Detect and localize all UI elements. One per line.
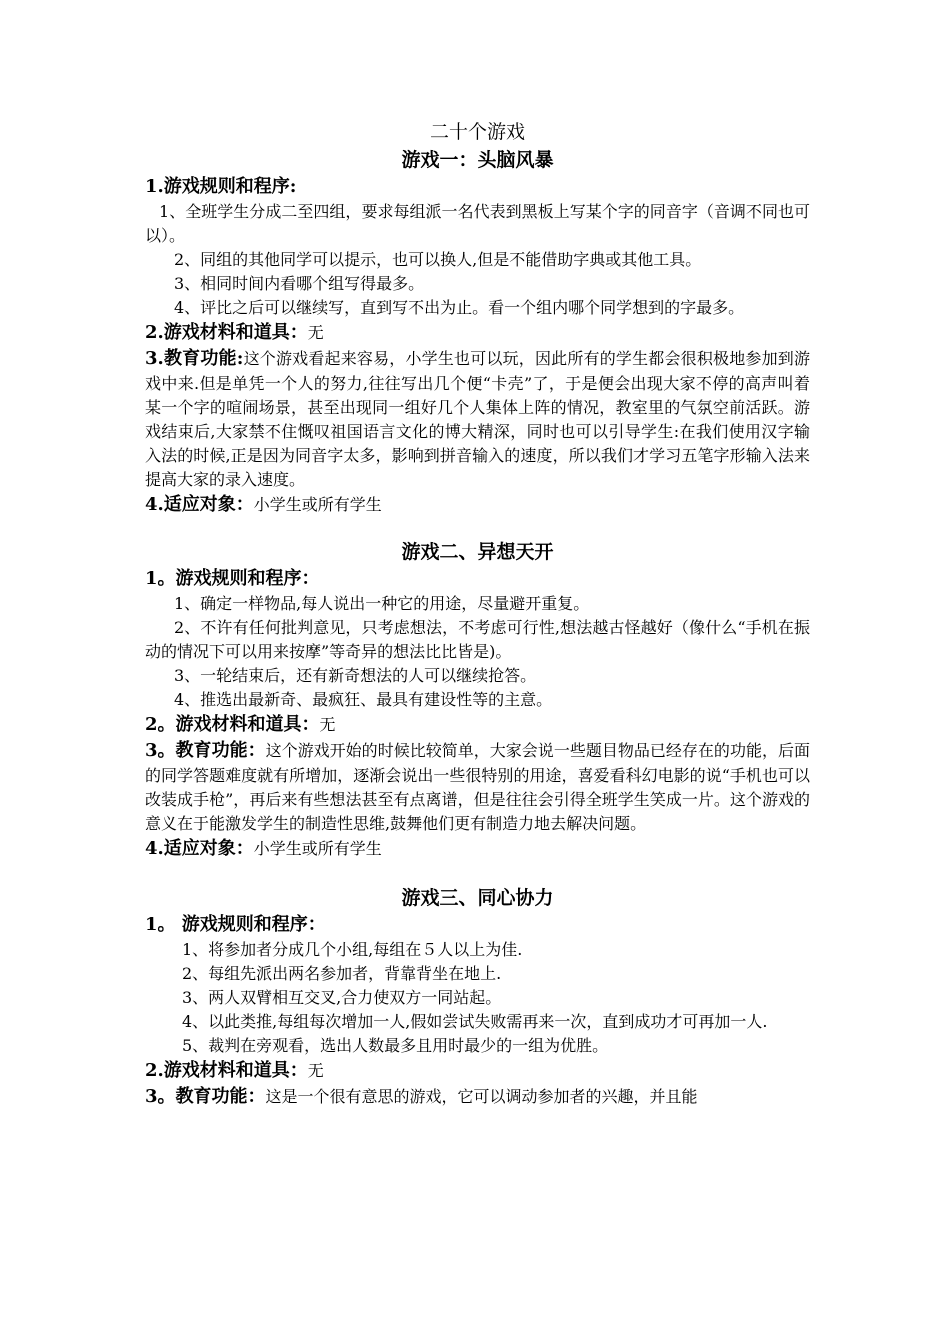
game-3-rules-heading: 1。 游戏规则和程序：	[145, 914, 326, 935]
game-3-rule-2: 2、每组先派出两名参加者，背靠背坐在地上.	[182, 964, 502, 983]
game-1-edu-text: 这个游戏看起来容易，小学生也可以玩，因此所有的学生都会很积极地参加到游戏中来.但是单凭一个人的努力,往往写出几个便“卡壳”了，于是便会出现大家不停的高声叫着某一个字的喧闹场景，甚至出现同一组好几个人集体上阵的情况，教室里的气氛空前活跃。游戏结束后,大家禁不住慨叹祖国语言文化的博大精深，同时也可以引导学生:在我们使用汉字输入法的时候,正是因为同音字太多，影响到拼音输入的速度，所以我们才学习五笔字形输入法来提高大家的录入速度。	[145, 349, 810, 489]
game-1-section	[145, 146, 810, 518]
game-1-rule-3: 3、相同时间内看哪个组写得最多。	[174, 274, 425, 293]
game-3-materials-heading: 2.游戏材料和道具：	[145, 1060, 308, 1081]
game-2-target-value: 小学生或所有学生	[253, 839, 382, 858]
game-2-rule-1: 1、确定一样物品,每人说出一种它的用途，尽量避开重复。	[174, 594, 590, 613]
game-3-title: 游戏三、同心协力	[401, 887, 554, 909]
game-2-title: 游戏二、异想天开	[401, 541, 554, 563]
game-2-materials-value: 无	[319, 715, 336, 734]
game-1-materials	[145, 320, 810, 346]
game-1-materials-value: 无	[307, 323, 324, 342]
spacer	[145, 862, 810, 884]
game-2-rules-heading: 1。游戏规则和程序：	[145, 568, 320, 589]
game-3-section	[145, 884, 810, 1110]
game-2-rule-2: 2、不许有任何批判意见，只考虑想法，不考虑可行性,想法越古怪越好（像什么“手机在振动的情况下可以用来按摩”等奇异的想法比比皆是)。	[145, 618, 810, 661]
game-3-rule-1: 1、将参加者分成几个小组,每组在５人以上为佳.	[182, 940, 523, 959]
game-1-rule-4: 4、评比之后可以继续写，直到写不出为止。看一个组内哪个同学想到的字最多。	[174, 298, 745, 317]
game-2-materials-heading: 2。游戏材料和道具：	[145, 714, 320, 735]
game-2-edu-text: 这个游戏开始的时候比较简单，大家会说一些题目物品已经存在的功能，后面的同学答题难度就有所增加，逐渐会说出一些很特别的用途，喜爱看科幻电影的说“手机也可以改装成手枪”，再后来有些想法甚至有点离谱，但是往往会引得全班学生笑成一片。这个游戏的意义在于能激发学生的制造性思维,鼓舞他们更有制造力地去解决问题。	[145, 741, 810, 833]
game-3-materials-value: 无	[307, 1061, 324, 1080]
game-1-rule-1: 1、全班学生分成二至四组，要求每组派一名代表到黑板上写某个字的同音字（音调不同也可以）。	[145, 202, 810, 245]
game-2-rule-3: 3、一轮结束后，还有新奇想法的人可以继续抢答。	[174, 666, 537, 685]
game-1-edu	[145, 346, 810, 492]
document-title: 二十个游戏	[429, 121, 525, 143]
game-3-edu-text: 这是一个很有意思的游戏，它可以调动参加者的兴趣，并且能	[265, 1087, 698, 1106]
game-1-materials-heading: 2.游戏材料和道具：	[145, 322, 308, 343]
game-2-target	[145, 836, 810, 862]
game-3-edu	[145, 1084, 810, 1110]
game-2-materials	[145, 712, 810, 738]
game-2-edu	[145, 738, 810, 836]
game-3-edu-heading: 3。教育功能：	[145, 1086, 266, 1107]
document-body	[145, 118, 810, 1110]
game-1-title: 游戏一：头脑风暴	[401, 149, 554, 171]
game-2-rule-4: 4、推选出最新奇、最疯狂、最具有建设性等的主意。	[174, 690, 553, 709]
game-3-materials	[145, 1058, 810, 1084]
game-3-rule-5: 5、裁判在旁观看，选出人数最多且用时最少的一组为优胜。	[182, 1036, 609, 1055]
game-1-target-heading: 4.适应对象：	[145, 494, 254, 515]
game-1-rule-2: 2、同组的其他同学可以提示，也可以换人,但是不能借助字典或其他工具。	[174, 250, 702, 269]
game-2-section	[145, 538, 810, 862]
game-1-edu-heading: 3.教育功能:	[145, 348, 244, 369]
game-3-rule-3: 3、两人双臂相互交叉,合力使双方一同站起。	[182, 988, 502, 1007]
game-2-edu-heading: 3。教育功能：	[145, 740, 266, 761]
game-2-target-heading: 4.适应对象：	[145, 838, 254, 859]
game-1-target-value: 小学生或所有学生	[253, 495, 382, 514]
game-3-rule-4: 4、以此类推,每组每次增加一人,假如尝试失败需再来一次，直到成功才可再加一人.	[182, 1012, 768, 1031]
spacer	[145, 518, 810, 538]
game-1-target	[145, 492, 810, 518]
game-1-rules-heading: 1.游戏规则和程序:	[145, 176, 297, 197]
